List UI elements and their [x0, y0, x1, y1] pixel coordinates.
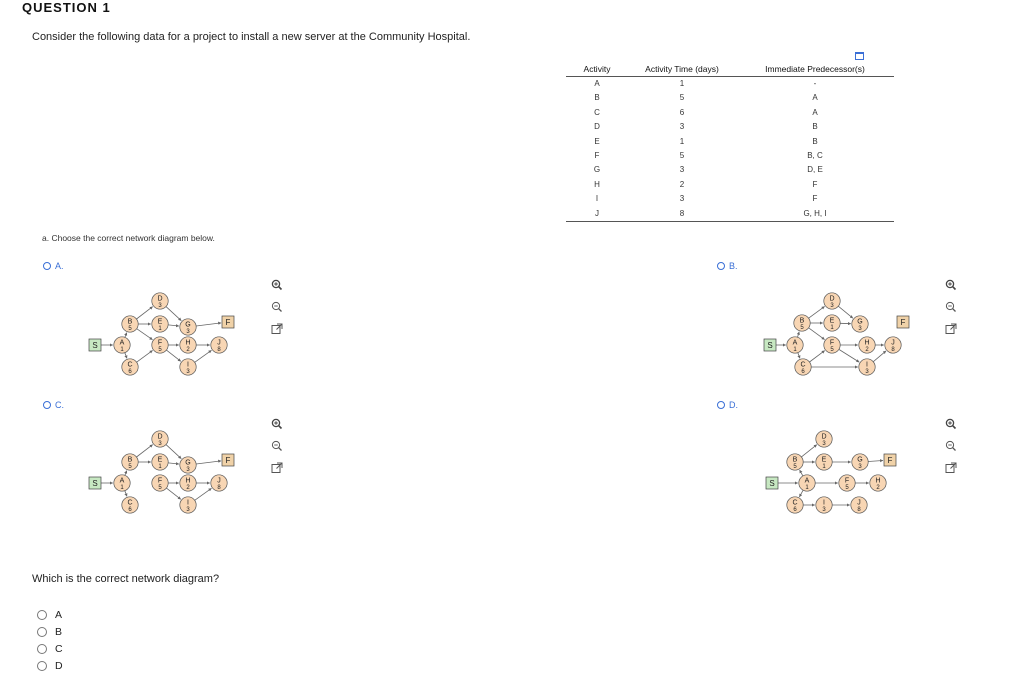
node-end [222, 316, 234, 328]
node-duration: 3 [822, 441, 826, 447]
node-f [152, 475, 168, 491]
node-letter: S [769, 479, 775, 488]
edge-b-d [801, 445, 816, 457]
node-letter: G [857, 456, 863, 464]
edge-a-c [125, 353, 127, 359]
cell-activity: C [594, 107, 600, 117]
cell-predecessors: B [812, 136, 818, 146]
zoom-in-icon[interactable] [945, 418, 957, 430]
node-e [152, 454, 168, 470]
cell-predecessors: F [812, 194, 818, 204]
edge-b-f [809, 328, 825, 340]
node-letter: B [799, 317, 805, 325]
node-letter: H [864, 339, 870, 347]
zoom-out-icon[interactable] [271, 440, 283, 452]
choice-a[interactable] [37, 606, 63, 623]
choice-b-radio[interactable] [37, 627, 47, 637]
node-g [852, 454, 868, 470]
table-header-row [566, 63, 894, 77]
node-letter: E [829, 317, 835, 325]
choice-a-label: A [55, 608, 63, 621]
choice-d-label: D [55, 659, 63, 672]
node-duration: 8 [857, 507, 861, 513]
zoom-out-icon[interactable] [945, 440, 957, 452]
edge-i-j [195, 350, 212, 362]
node-f [839, 475, 855, 491]
node-duration: 3 [830, 303, 834, 309]
option-a-label: A. [55, 261, 64, 271]
node-duration: 6 [801, 369, 805, 375]
node-duration: 6 [128, 369, 132, 375]
node-duration: 5 [845, 485, 849, 491]
node-letter: G [857, 318, 863, 326]
edge-a-b [125, 333, 127, 338]
diagram-c-tools [271, 418, 283, 474]
node-letter: J [217, 477, 221, 485]
node-duration: 1 [120, 347, 124, 353]
node-letter: I [866, 361, 868, 369]
node-letter: J [891, 339, 895, 347]
cell-time: 1 [679, 79, 685, 88]
node-duration: 5 [793, 464, 797, 470]
node-letter: A [804, 477, 810, 485]
node-letter: D [829, 295, 835, 303]
node-letter: H [185, 477, 191, 485]
node-letter: C [127, 499, 133, 507]
node-letter: C [792, 499, 798, 507]
edge-g-end [868, 461, 883, 462]
node-letter: F [225, 318, 231, 327]
node-duration: 3 [186, 329, 190, 335]
zoom-in-icon[interactable] [271, 279, 283, 291]
question-heading: QUESTION 1 [22, 0, 111, 15]
node-letter: S [92, 341, 98, 350]
node-b [122, 454, 138, 470]
node-j [211, 475, 227, 491]
node-letter: B [792, 456, 798, 464]
node-letter: D [157, 295, 163, 303]
node-duration: 1 [822, 464, 826, 470]
cell-activity: I [595, 194, 599, 204]
question2-prompt: Which is the correct network diagram? [32, 573, 220, 585]
cell-predecessors: B, C [807, 151, 823, 161]
node-duration: 2 [865, 347, 869, 353]
open-new-window-icon[interactable] [945, 462, 957, 474]
option-d-label: D. [729, 400, 738, 410]
cell-predecessors: B [812, 122, 818, 132]
edge-b-d [809, 306, 825, 318]
open-new-window-icon[interactable] [271, 462, 283, 474]
node-letter: C [800, 361, 806, 369]
node-g [852, 316, 868, 332]
node-letter: I [187, 499, 189, 507]
edge-b-d [137, 307, 153, 319]
cell-activity: A [594, 79, 600, 88]
cell-activity: J [566, 207, 628, 222]
choice-c[interactable] [37, 640, 63, 657]
node-letter: F [225, 456, 231, 465]
edge-f-i [166, 350, 180, 361]
choice-c-label: C [55, 642, 63, 655]
cell-activity: F [594, 151, 600, 161]
header-activity: Activity [566, 63, 628, 77]
answer-choices [37, 606, 63, 674]
edge-d-g [166, 445, 181, 459]
node-d [152, 431, 168, 447]
option-a-radio[interactable] [43, 262, 51, 270]
node-c [795, 359, 811, 375]
node-letter: F [900, 318, 906, 327]
node-duration: 2 [186, 347, 190, 353]
table-row [566, 77, 894, 92]
cell-time: 5 [679, 93, 685, 103]
node-letter: D [821, 433, 827, 441]
edge-i-j [873, 351, 886, 362]
node-h [180, 337, 196, 353]
node-duration: 3 [158, 303, 162, 309]
cell-activity: D [594, 122, 600, 132]
node-c [122, 497, 138, 513]
choice-b-label: B [55, 625, 63, 638]
node-j [885, 337, 901, 353]
zoom-in-icon[interactable] [271, 418, 283, 430]
table-row [566, 120, 894, 134]
cell-time: 3 [679, 165, 685, 175]
node-letter: I [823, 499, 825, 507]
node-s [766, 477, 778, 489]
node-duration: 3 [186, 369, 190, 375]
node-letter: F [157, 339, 163, 347]
node-duration: 6 [128, 507, 132, 513]
node-duration: 3 [865, 369, 869, 375]
node-e [816, 454, 832, 470]
node-letter: G [185, 321, 191, 329]
edge-d-g [838, 306, 853, 318]
node-duration: 8 [217, 347, 221, 353]
cell-activity: B [594, 93, 600, 103]
edge-a-c [798, 353, 800, 359]
node-duration: 1 [830, 325, 834, 331]
node-c [122, 359, 138, 375]
node-letter: E [157, 318, 163, 326]
diagram-c [85, 425, 235, 525]
node-i [180, 497, 196, 513]
choice-d-radio[interactable] [37, 661, 47, 671]
node-e [152, 316, 168, 332]
option-a[interactable] [43, 261, 64, 271]
open-new-window-icon[interactable] [945, 323, 957, 335]
cell-activity: E [594, 136, 600, 146]
zoom-out-icon[interactable] [945, 301, 957, 313]
header-predecessors: Immediate Predecessor(s) [736, 63, 894, 77]
edge-f-i [839, 349, 859, 362]
node-g [180, 319, 196, 335]
node-h [859, 337, 875, 353]
node-a [114, 475, 130, 491]
cell-predecessors: A [812, 93, 818, 103]
edge-a-c [799, 490, 803, 497]
header-time: Activity Time (days) [628, 63, 736, 77]
open-new-window-icon[interactable] [271, 323, 283, 335]
cell-time: 3 [679, 194, 685, 204]
node-letter: H [185, 339, 191, 347]
node-letter: A [119, 339, 125, 347]
node-duration: 1 [805, 485, 809, 491]
node-c [787, 497, 803, 513]
option-d[interactable] [717, 400, 738, 410]
node-letter: H [875, 477, 881, 485]
node-b [122, 316, 138, 332]
table-row [566, 178, 894, 192]
option-b-label: B. [729, 261, 738, 271]
cell-predecessors: G, H, I [736, 207, 894, 222]
node-letter: F [829, 339, 835, 347]
edge-g-end [196, 461, 221, 464]
option-b[interactable] [717, 261, 738, 271]
node-letter: F [844, 477, 850, 485]
node-d [816, 431, 832, 447]
choice-d[interactable] [37, 657, 63, 674]
node-letter: E [157, 456, 163, 464]
node-letter: S [92, 479, 98, 488]
node-duration: 1 [120, 485, 124, 491]
choice-a-radio[interactable] [37, 610, 47, 620]
node-duration: 2 [186, 485, 190, 491]
node-duration: 5 [128, 326, 132, 332]
node-duration: 3 [858, 326, 862, 332]
node-i [180, 359, 196, 375]
node-letter: B [127, 456, 133, 464]
node-h [870, 475, 886, 491]
node-letter: A [119, 477, 125, 485]
node-letter: I [187, 361, 189, 369]
option-c-label: C. [55, 400, 64, 410]
node-end [222, 454, 234, 466]
edge-f-i [166, 488, 180, 499]
cell-time: 2 [679, 179, 685, 189]
node-duration: 3 [158, 441, 162, 447]
node-duration: 5 [128, 464, 132, 470]
table-row [566, 192, 894, 206]
cell-activity: G [593, 165, 601, 175]
edge-a-b [800, 470, 803, 476]
cell-predecessors: D, E [807, 165, 823, 175]
node-letter: E [821, 456, 827, 464]
table-expand-icon[interactable] [855, 52, 864, 60]
edge-c-f [137, 350, 153, 362]
diagram-b [760, 287, 910, 387]
node-f [824, 337, 840, 353]
activity-table [566, 63, 894, 222]
choice-b[interactable] [37, 623, 63, 640]
node-s [764, 339, 776, 351]
table-row [566, 106, 894, 120]
node-f [152, 337, 168, 353]
edge-g-end [196, 323, 221, 326]
node-letter: F [157, 477, 163, 485]
edge-e-g [168, 463, 179, 464]
zoom-out-icon[interactable] [271, 301, 283, 313]
node-d [152, 293, 168, 309]
choice-c-radio[interactable] [37, 644, 47, 654]
node-duration: 3 [858, 464, 862, 470]
diagram-a [85, 287, 235, 387]
question-intro: Consider the following data for a project to install a new server at the Community Hospital. [32, 31, 471, 43]
edge-d-g [166, 307, 181, 321]
node-letter: G [185, 459, 191, 467]
node-g [180, 457, 196, 473]
node-duration: 8 [891, 347, 895, 353]
table-row [566, 149, 894, 163]
node-letter: B [127, 318, 133, 326]
node-letter: C [127, 361, 133, 369]
zoom-in-icon[interactable] [945, 279, 957, 291]
node-end [897, 316, 909, 328]
cell-time: 1 [679, 136, 685, 146]
node-duration: 5 [158, 485, 162, 491]
node-duration: 5 [800, 325, 804, 331]
node-duration: 8 [217, 485, 221, 491]
edge-i-j [195, 488, 212, 500]
node-duration: 2 [876, 485, 880, 491]
cell-predecessors: - [813, 79, 817, 88]
option-d-radio[interactable] [717, 401, 725, 409]
node-a [787, 337, 803, 353]
node-duration: 3 [186, 467, 190, 473]
edge-e-g [168, 325, 179, 326]
node-duration: 6 [793, 507, 797, 513]
edge-c-f [810, 351, 825, 362]
node-b [787, 454, 803, 470]
node-duration: 1 [793, 347, 797, 353]
cell-time: 5 [679, 151, 685, 161]
option-c[interactable] [43, 400, 64, 410]
node-letter: J [217, 339, 221, 347]
node-i [859, 359, 875, 375]
edge-a-b [798, 332, 800, 337]
node-duration: 5 [158, 347, 162, 353]
table-row [566, 135, 894, 149]
cell-predecessors: F [812, 179, 818, 189]
node-h [180, 475, 196, 491]
node-letter: D [157, 433, 163, 441]
node-i [816, 497, 832, 513]
node-end [884, 454, 896, 466]
node-j [851, 497, 867, 513]
cell-predecessors: A [812, 107, 818, 117]
node-duration: 1 [158, 326, 162, 332]
node-duration: 3 [186, 507, 190, 513]
diagram-a-tools [271, 279, 283, 335]
table-row [566, 91, 894, 105]
option-c-radio[interactable] [43, 401, 51, 409]
node-a [799, 475, 815, 491]
cell-activity: H [594, 179, 600, 189]
node-d [824, 293, 840, 309]
node-duration: 1 [158, 464, 162, 470]
node-letter: A [792, 339, 798, 347]
edge-a-b [125, 471, 127, 476]
node-b [794, 315, 810, 331]
node-letter: F [887, 456, 893, 465]
table-row [566, 207, 894, 222]
node-letter: S [767, 341, 773, 350]
node-duration: 5 [830, 347, 834, 353]
node-s [89, 339, 101, 351]
node-j [211, 337, 227, 353]
edge-b-d [137, 445, 153, 457]
cell-time: 8 [628, 207, 736, 222]
diagram-b-tools [945, 279, 957, 335]
node-e [824, 315, 840, 331]
node-a [114, 337, 130, 353]
option-b-radio[interactable] [717, 262, 725, 270]
cell-time: 3 [679, 122, 685, 132]
diagram-d [762, 425, 912, 525]
part-a-prompt: a. Choose the correct network diagram below. [42, 233, 215, 243]
cell-time: 6 [679, 107, 685, 117]
node-letter: J [857, 499, 861, 507]
diagram-d-tools [945, 418, 957, 474]
table-row [566, 163, 894, 177]
node-s [89, 477, 101, 489]
node-duration: 3 [822, 507, 826, 513]
edge-a-c [125, 491, 127, 497]
edge-b-f [137, 329, 153, 340]
